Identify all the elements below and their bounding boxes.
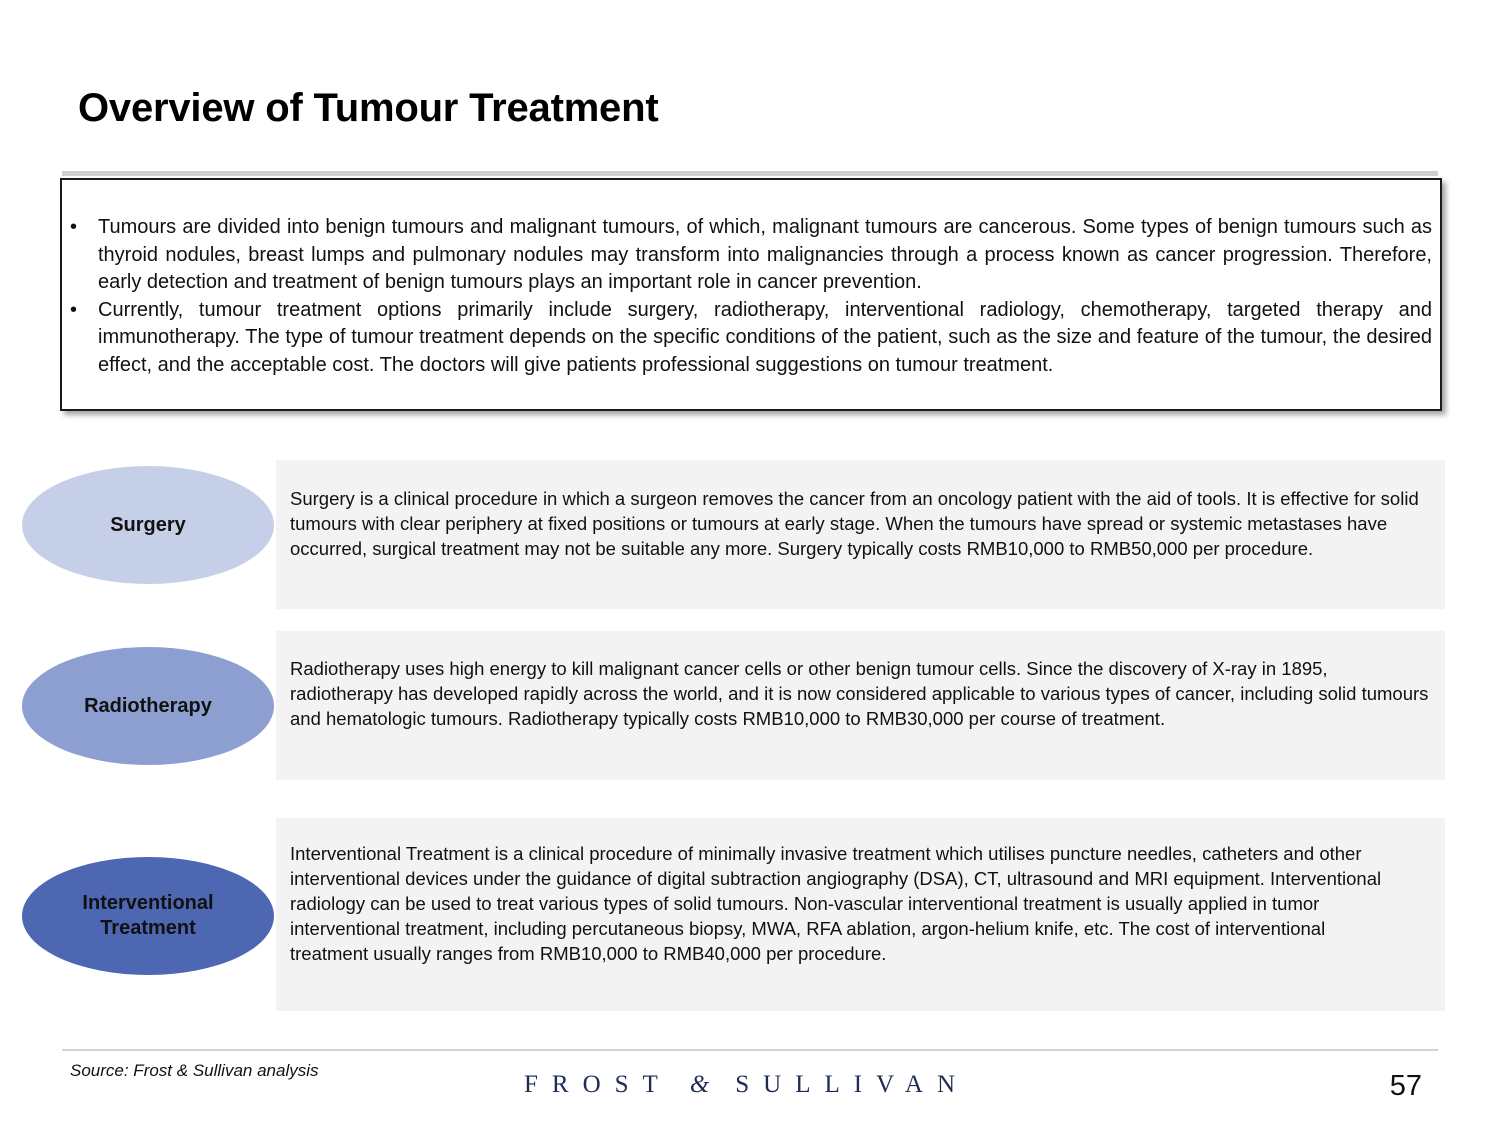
summary-text-1: Tumours are divided into benign tumours and malignant tumours, of which, malignant tumours are cancerous. Some types of benign tumours such as thyroid nodules, breast lumps and pulmonary nodules may transform into malignancies through a process known as cancer progression. Therefore, early detection and treatment of benign tumours plays an important role in cancer prevention. bbox=[98, 216, 1432, 293]
summary-bullet-1 bbox=[70, 214, 1432, 297]
logo-frost: FROST bbox=[524, 1071, 672, 1098]
logo-sullivan: SULLIVAN bbox=[735, 1071, 970, 1098]
radiotherapy-panel bbox=[276, 631, 1445, 780]
bullet-marker: • bbox=[70, 216, 78, 238]
frost-sullivan-logo bbox=[524, 1071, 969, 1099]
summary-bullet-2 bbox=[70, 297, 1432, 380]
interventional-oval bbox=[22, 857, 274, 975]
surgery-oval bbox=[22, 466, 274, 584]
radiotherapy-description: Radiotherapy uses high energy to kill malignant cancer cells or other benign tumour cells. Since the discovery of X-ray in 1895, radiotherapy has developed rapidly across the world, and it is now considered applicable to various types of cancer, including solid tumours and hematologic tumours. Radiotherapy typically costs RMB10,000 to RMB30,000 per course of treatment. bbox=[290, 658, 1429, 729]
summary-box bbox=[60, 178, 1442, 411]
summary-text-2: Currently, tumour treatment options primarily include surgery, radiotherapy, interventional radiology, chemotherapy, targeted therapy and immunotherapy. The type of tumour treatment depends on the specific conditions of the patient, such as the size and feature of the tumour, the desired effect, and the acceptable cost. The doctors will give patients professional suggestions on tumour treatment. bbox=[98, 298, 1432, 376]
footer-divider bbox=[62, 1049, 1438, 1051]
radiotherapy-label: Radiotherapy bbox=[84, 694, 212, 717]
surgery-description: Surgery is a clinical procedure in which a surgeon removes the cancer from an oncology patient with the aid of tools. It is effective for solid tumours with clear periphery at fixed positions or tumours at early stage. When the tumours have spread or systemic metastases have occurred, surgical treatment may not be suitable any more. Surgery typically costs RMB10,000 to RMB50,000 per procedure. bbox=[290, 488, 1419, 559]
page-title: Overview of Tumour Treatment bbox=[78, 86, 659, 130]
logo-ampersand: & bbox=[689, 1071, 710, 1098]
radiotherapy-oval bbox=[22, 647, 274, 765]
interventional-label-line1: Interventional bbox=[82, 892, 214, 914]
surgery-label: Surgery bbox=[110, 513, 186, 536]
bullet-marker: • bbox=[70, 298, 78, 321]
interventional-panel bbox=[276, 818, 1445, 1011]
surgery-panel bbox=[276, 460, 1445, 609]
title-divider bbox=[62, 171, 1438, 176]
interventional-label-line2: Treatment bbox=[100, 917, 196, 939]
page-number: 57 bbox=[1389, 1070, 1422, 1102]
source-note: Source: Frost & Sullivan analysis bbox=[70, 1061, 319, 1080]
interventional-description: Interventional Treatment is a clinical procedure of minimally invasive treatment which utilises puncture needles, catheters and other interventional devices under the guidance of digital subtraction angiography (DSA), CT, ultrasound and MRI equipment. Interventional radiology can be used to treat various types of solid tumours. Non-vascular interventional treatment is usually applied in tumor interventional treatment, including percutaneous biopsy, MWA, RFA ablation, argon-helium knife, etc. The cost of interventional treatment usually ranges from RMB10,000 to RMB40,000 per procedure. bbox=[290, 843, 1382, 964]
summary-list bbox=[62, 180, 1440, 379]
